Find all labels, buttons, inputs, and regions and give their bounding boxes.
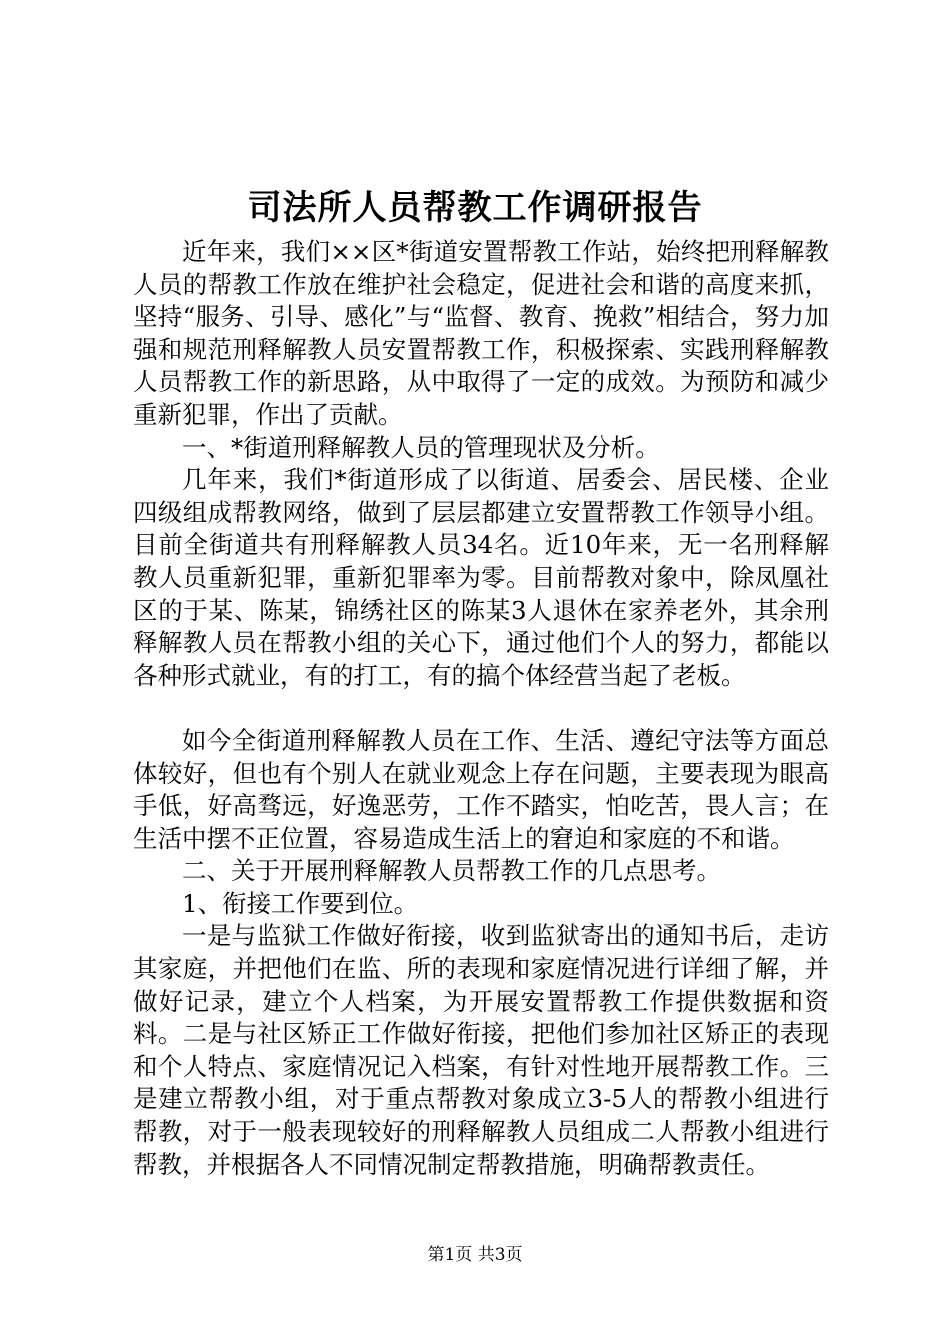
section-heading-1: 一、*街道刑释解教人员的管理现状及分析。 <box>182 432 660 462</box>
document-body <box>133 236 829 1181</box>
subsection-heading-1: 1、衔接工作要到位。 <box>182 888 419 918</box>
page-footer: 第1页 共3页 <box>427 1245 523 1265</box>
paragraph-intro: 近年来，我们××区*街道安置帮教工作站，始终把刑释解教人员的帮教工作放在维护社会稳定，促进社会和谐的高度来抓，坚持“服务、引导、感化”与“监督、教育、挽救”相结合，努力加强和规范刑释解教人员安置帮教工作，积极探索、实践刑释解教人员帮教工作的新思路，从中取得了一定的成效。为预防和减少重新犯罪，作出了贡献。 <box>133 237 829 429</box>
document-title: 司法所人员帮教工作调研报告 <box>247 188 703 228</box>
paragraph-analysis: 如今全街道刑释解教人员在工作、生活、遵纪守法等方面总体较好，但也有个别人在就业观念上存在问题，主要表现为眼高手低，好高骛远，好逸恶劳，工作不踏实，怕吃苦，畏人言；在生活中摆不正位置，容易造成生活上的窘迫和家庭的不和谐。 <box>133 725 829 853</box>
paragraph-status: 几年来，我们*街道形成了以街道、居委会、居民楼、企业四级组成帮教网络，做到了层层都建立安置帮教工作领导小组。目前全街道共有刑释解教人员34名。近10年来，无一名刑释解教人员重新犯罪，重新犯罪率为零。目前帮教对象中，除凤凰社区的于某、陈某，锦绣社区的陈某3人退休在家养老外，其余刑释解教人员在帮教小组的关心下，通过他们个人的努力，都能以各种形式就业，有的打工，有的搞个体经营当起了老板。 <box>133 465 829 690</box>
section-heading-2: 二、关于开展刑释解教人员帮教工作的几点思考。 <box>182 856 721 886</box>
paragraph-connection-work: 一是与监狱工作做好衔接，收到监狱寄出的通知书后，走访其家庭，并把他们在监、所的表现和家庭情况进行详细了解，并做好记录，建立个人档案，为开展安置帮教工作提供数据和资料。二是与社区矫正工作做好衔接，把他们参加社区矫正的表现和个人特点、家庭情况记入档案，有针对性地开展帮教工作。三是建立帮教小组，对于重点帮教对象成立3-5人的帮教小组进行帮教，对于一般表现较好的刑释解教人员组成二人帮教小组进行帮教，并根据各人不同情况制定帮教措施，明确帮教责任。 <box>133 921 829 1179</box>
